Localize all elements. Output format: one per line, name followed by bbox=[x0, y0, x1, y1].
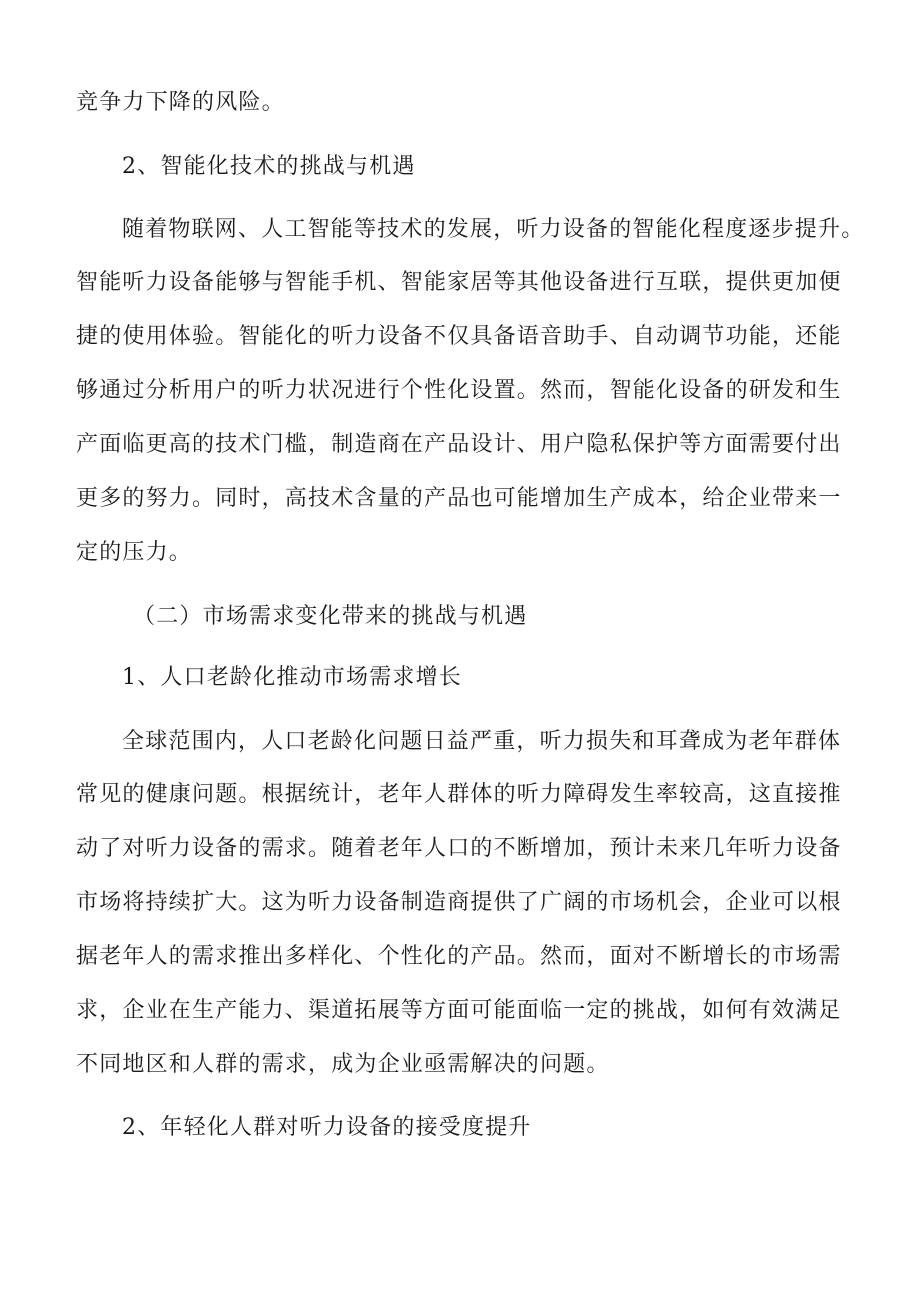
text-line: 市场将持续扩大。这为听力设备制造商提供了广阔的市场机会，企业可以根 bbox=[76, 890, 842, 915]
text-line: 求，企业在生产能力、渠道拓展等方面可能面临一定的挑战，如何有效满足 bbox=[76, 998, 842, 1023]
text-line: 产面临更高的技术门槛，制造商在产品设计、用户隐私保护等方面需要付出 bbox=[76, 432, 842, 457]
text-line: 够通过分析用户的听力状况进行个性化设置。然而，智能化设备的研发和生 bbox=[76, 378, 842, 403]
text-line: 智能听力设备能够与智能手机、智能家居等其他设备进行互联，提供更加便 bbox=[76, 270, 842, 295]
text-line: 更多的努力。同时，高技术含量的产品也可能增加生产成本，给企业带来一 bbox=[76, 486, 842, 511]
subsection-heading: 2、年轻化人群对听力设备的接受度提升 bbox=[122, 1115, 532, 1140]
paragraph-first-line: 随着物联网、人工智能等技术的发展，听力设备的智能化程度逐步提升。 bbox=[122, 217, 865, 242]
section-heading: （二）市场需求变化带来的挑战与机遇 bbox=[133, 604, 528, 629]
text-line: 不同地区和人群的需求，成为企业亟需解决的问题。 bbox=[76, 1052, 610, 1077]
subsection-heading: 1、人口老龄化推动市场需求增长 bbox=[122, 665, 462, 690]
text-line: 捷的使用体验。智能化的听力设备不仅具备语音助手、自动调节功能，还能 bbox=[76, 324, 842, 349]
text-line: 定的压力。 bbox=[76, 540, 193, 565]
text-line: 常见的健康问题。根据统计，老年人群体的听力障碍发生率较高，这直接推 bbox=[76, 782, 842, 807]
text-line: 竞争力下降的风险。 bbox=[76, 90, 285, 115]
text-line: 动了对听力设备的需求。随着老年人口的不断增加，预计未来几年听力设备 bbox=[76, 836, 842, 861]
paragraph-first-line: 全球范围内，人口老龄化问题日益严重，听力损失和耳聋成为老年群体 bbox=[122, 729, 842, 754]
text-line: 据老年人的需求推出多样化、个性化的产品。然而，面对不断增长的市场需 bbox=[76, 944, 842, 969]
subsection-heading: 2、智能化技术的挑战与机遇 bbox=[122, 154, 416, 179]
